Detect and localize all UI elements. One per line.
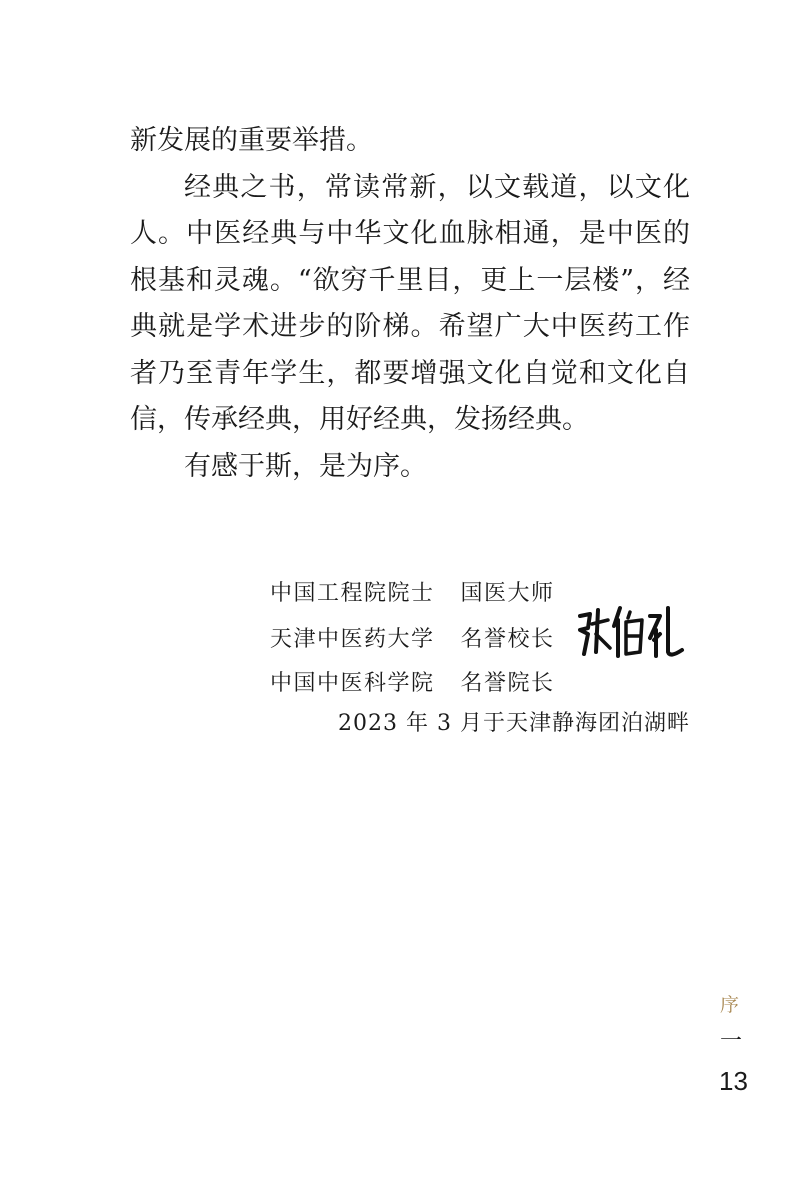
- honor-title-2: 名誉校长: [460, 627, 555, 652]
- paragraph-1: 新发展的重要举措。: [130, 125, 373, 156]
- section-number: 一: [720, 1029, 743, 1054]
- affiliation-2: 天津中医药大学: [270, 627, 435, 652]
- preface-body: [130, 118, 690, 490]
- signature-row-1: [270, 576, 555, 607]
- affiliation-1: 中国工程院院士: [270, 581, 435, 606]
- paragraph-2: 经典之书，常读常新，以文载道，以文化人。中医经典与中华文化血脉相通，是中医的根基和灵魂。“欲穷千里目，更上一层楼”，经典就是学术进步的阶梯。希望广大中医药工作者乃至青年学生，都要增强文化自觉和文化自信，传承经典，用好经典，发扬经典。: [130, 171, 690, 435]
- page-number: 13: [719, 1066, 748, 1096]
- paragraph-3: 有感于斯，是为序。: [184, 450, 427, 482]
- honor-title-3: 名誉院长: [460, 671, 555, 696]
- section-label: 序: [720, 994, 740, 1016]
- honor-title-1: 国医大师: [460, 581, 555, 606]
- signature-row-3: [270, 666, 555, 697]
- date-location: 2023 年 3 月于天津静海团泊湖畔: [338, 711, 690, 736]
- affiliation-3: 中国中医科学院: [270, 671, 435, 696]
- signature-row-2: [270, 622, 555, 653]
- handwritten-signature: [576, 604, 686, 662]
